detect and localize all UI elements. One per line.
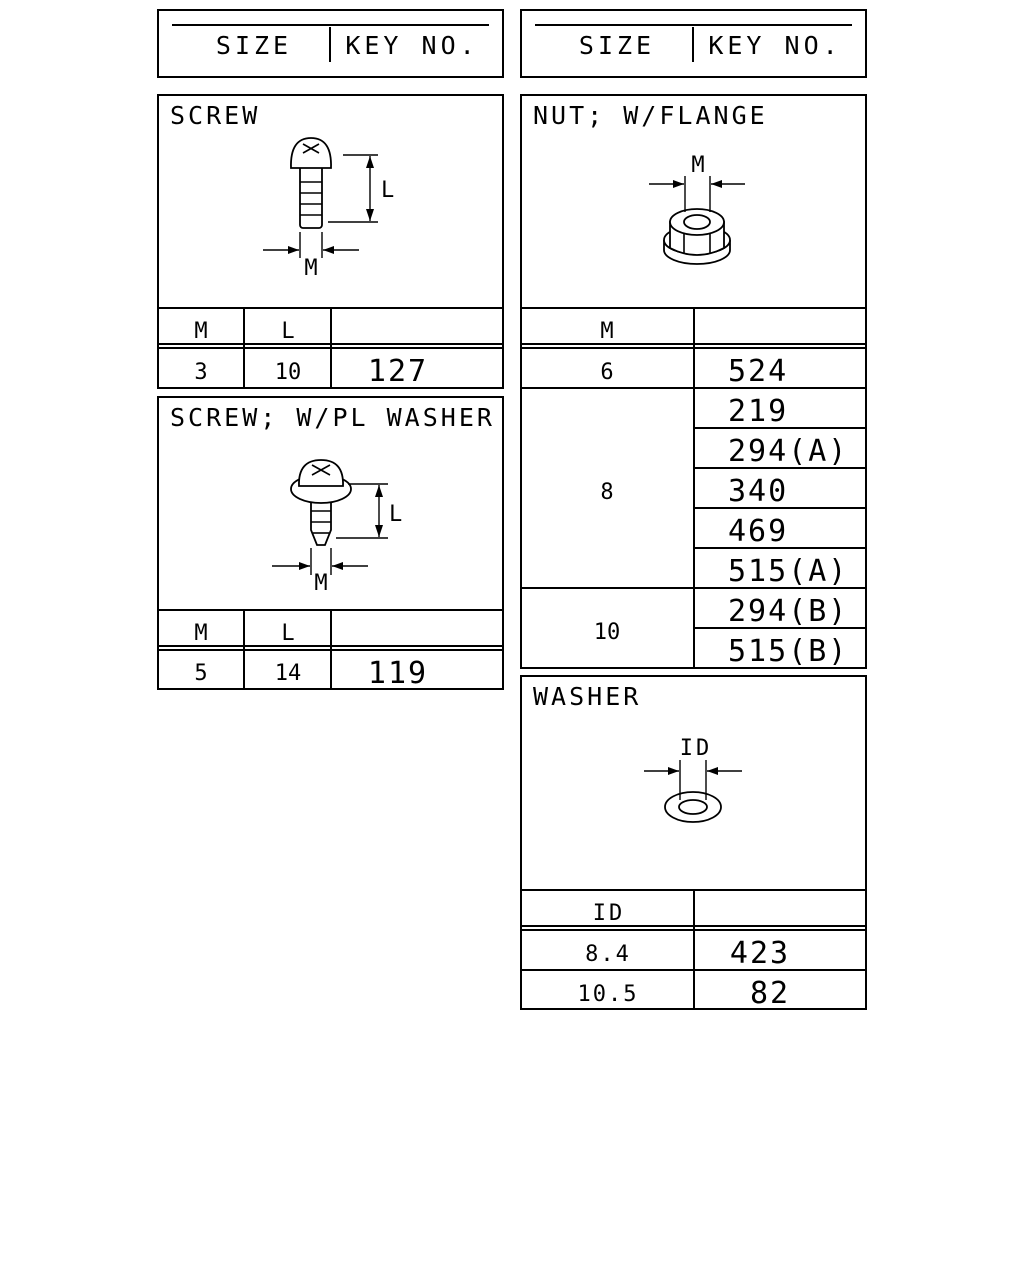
nut-dim-m: M <box>691 153 705 178</box>
nut-col-m: M <box>600 319 614 344</box>
screw-washer-row-key: 119 <box>367 656 429 691</box>
washer-row-key: 82 <box>749 976 791 1011</box>
nut-section <box>521 95 866 669</box>
screw-table <box>158 308 503 389</box>
header-size-label-right: SIZE <box>578 31 656 60</box>
screw-section <box>158 95 503 389</box>
screw-row-l: 10 <box>274 360 302 385</box>
washer-table <box>521 890 866 1011</box>
nut-key: 469 <box>728 514 789 549</box>
washer-row-id: 10.5 <box>577 982 639 1007</box>
screw-col-l: L <box>281 319 295 344</box>
screw-illustration <box>263 138 394 281</box>
screw-washer-title: SCREW; W/PL WASHER <box>170 403 495 432</box>
nut-group-m: 10 <box>593 620 621 645</box>
nut-key: 294(B) <box>728 594 849 629</box>
screw-washer-row-m: 5 <box>194 661 208 686</box>
washer-section <box>521 676 866 1011</box>
nut-title: NUT; W/FLANGE <box>533 101 768 130</box>
screw-dim-l: L <box>381 178 395 203</box>
header-key-label: KEY NO. <box>345 31 479 60</box>
left-header-box <box>158 10 503 77</box>
table-row <box>585 936 790 971</box>
table-row <box>594 594 849 669</box>
nut-group-m: 8 <box>600 480 614 505</box>
screw-row-key: 127 <box>367 354 429 389</box>
nut-key: 294(A) <box>728 434 849 469</box>
nut-group-m: 6 <box>600 360 614 385</box>
nut-key: 524 <box>728 354 789 389</box>
header-size-label: SIZE <box>215 31 293 60</box>
nut-key: 515(B) <box>728 634 849 669</box>
nut-illustration <box>649 153 745 264</box>
washer-row-id: 8.4 <box>585 942 631 967</box>
header-key-label-right: KEY NO. <box>708 31 842 60</box>
screw-washer-table <box>158 610 503 691</box>
screw-title: SCREW <box>170 101 261 130</box>
screw-washer-row-l: 14 <box>274 661 302 686</box>
screw-washer-illustration <box>272 460 402 596</box>
table-row <box>578 976 791 1011</box>
table-row <box>600 394 848 589</box>
nut-key: 219 <box>728 394 789 429</box>
nut-key: 515(A) <box>728 554 849 589</box>
table-row <box>194 354 428 389</box>
washer-dim-id: ID <box>679 736 713 761</box>
screw-col-m: M <box>194 319 208 344</box>
nut-table <box>521 308 866 669</box>
screw-dim-m: M <box>304 256 318 281</box>
washer-col-id: ID <box>592 901 626 926</box>
washer-title: WASHER <box>533 682 642 711</box>
screw-row-m: 3 <box>194 360 208 385</box>
right-header-box <box>521 10 866 77</box>
screw-washer-section <box>158 397 503 691</box>
table-row <box>194 656 428 691</box>
nut-key: 340 <box>728 474 789 509</box>
washer-row-key: 423 <box>729 936 791 971</box>
screw-washer-col-m: M <box>194 621 208 646</box>
washer-illustration <box>644 736 742 822</box>
screw-washer-dim-l: L <box>389 502 403 527</box>
screw-washer-dim-m: M <box>314 571 328 596</box>
screw-washer-col-l: L <box>281 621 295 646</box>
